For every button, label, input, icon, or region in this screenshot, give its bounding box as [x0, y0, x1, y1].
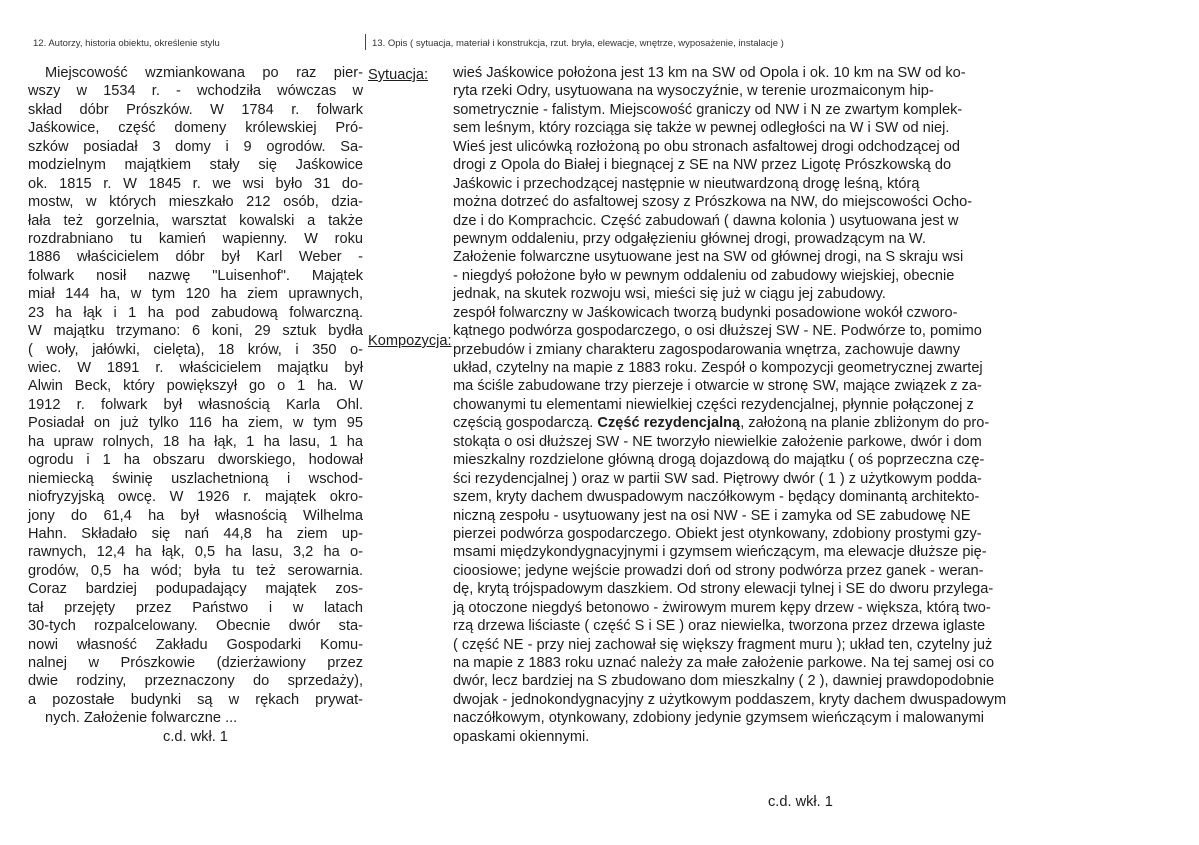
- composition-line: przebudów i zmiany charakteru zagospodarowania wnętrza, zachowuje dawny: [453, 341, 961, 358]
- history-line: niemiecką świnię uszlachetnioną i wschod-: [28, 470, 363, 487]
- history-text-column: [28, 64, 363, 746]
- composition-label: Kompozycja:: [368, 333, 452, 349]
- history-line: Hahn. Składało się nań 44,8 ha ziem up-: [28, 525, 363, 542]
- history-line: rozdrabniano tu kamień wapienny. W roku: [28, 230, 363, 247]
- situation-line: - niegdyś położone było w pewnym oddaleniu od zabudowy wiejskiej, obecnie: [453, 267, 955, 284]
- composition-text: , założoną na planie zbliżonym do pro-: [740, 415, 990, 432]
- composition-line: dę, krytą trójspadowym daszkiem. Od strony elewacji tylnej i SE do dworu przylega-: [453, 581, 994, 598]
- history-line: rawnych, 12,4 ha łąk, 0,5 ha lasu, 3,2 ha o-: [28, 544, 363, 561]
- situation-line: sometrycznie - falistym. Miejscowość graniczy od NW i N ze zwartym komplek-: [453, 101, 963, 118]
- situation-line: Wieś jest ulicówką rozłożoną po obu stronach asfaltowej drogi odchodzącej od: [453, 138, 961, 155]
- continued-note: c.d. wkł. 1: [163, 728, 228, 745]
- history-line: mostw, w których mieszkało 212 osób, dzia-: [28, 194, 363, 211]
- situation-line: ryta rzeki Odry, usytuowana na wysoczyźnie, w terenie urozmaiconym hip-: [453, 83, 934, 100]
- history-line: W majątku trzymano: 6 koni, 29 sztuk bydła: [28, 323, 363, 340]
- history-line: nych. Założenie folwarczne ...: [45, 710, 238, 727]
- history-line: dwie rodziny, przeznaczony do sprzedaży),: [28, 673, 363, 690]
- situation-line: drogi z Opola do Białej i biegnącej z SE na NW przez Ligotę Prószkowską do: [453, 157, 952, 174]
- situation-label: Sytuacja:: [368, 67, 429, 83]
- history-line: wszy w 1534 r. - wchodziła wówczas w: [28, 83, 363, 100]
- history-line: 23 ha łąk i 1 ha pod zabudową folwarczną.: [28, 304, 363, 321]
- history-line: nalnej w Prószkowie (dzierżawiony przez: [28, 655, 363, 671]
- residential-part-emphasis: Część rezydencjalną: [597, 415, 741, 432]
- composition-line: ści rezydencjalnej ) oraz w partii SW sad. Piętrowy dwór ( 1 ) z użytkowym podda-: [453, 470, 982, 487]
- history-line: miał 144 ha, w tym 120 ha ziem uprawnych,: [28, 286, 363, 303]
- history-line: folwark nosił nazwę "Luisenhof". Majątek: [28, 267, 363, 284]
- composition-line: ją otoczone niegdyś betonowo - żwirowym murem kępy drzew - większa, którą two-: [453, 599, 991, 616]
- history-line: wiec. W 1891 r. właścicielem majątku był: [28, 360, 363, 376]
- history-line: a pozostałe budynki są w rękach prywat-: [28, 691, 363, 708]
- history-line: łała też gorzelnia, warsztat kowalski a także: [28, 212, 363, 229]
- composition-line: szem, kryty dachem dwuspadowym naczółkowym - będący dominantą architekto-: [453, 489, 980, 506]
- composition-line: msami międzykondygnacyjnymi i gzymsem wieńczącym, ma elewacje dłuższe pię-: [453, 544, 987, 561]
- history-line: Coraz bardziej podupadający majątek zos-: [28, 581, 363, 598]
- composition-line: kątnego podwórza gospodarczego, o osi dłuższej SW - NE. Podwórze to, pomimo: [453, 323, 982, 340]
- composition-line: ma ściśle zabudowane trzy pierzeje i otwarcie w stronę SW, mające związek z za-: [453, 378, 982, 395]
- history-line: tał przejęty przez Państwo i w latach: [28, 599, 363, 616]
- composition-line: układ, czytelny na mapie z 1883 roku. Zespół o kompozycji geometrycznej zwartej: [453, 360, 983, 376]
- situation-line: dze i do Komprachcic. Część zabudowań ( dawna kolonia ) usytuowana jest w: [453, 212, 959, 229]
- situation-line: Jaśkowic i przechodzącej następnie w nieutwardzoną drogę leśną, którą: [453, 175, 920, 192]
- history-line: Miejscowość wzmiankowana po raz pier-: [45, 65, 363, 81]
- history-line: skład dóbr Prószków. W 1784 r. folwark: [28, 101, 363, 118]
- history-line: nowi własność Zakładu Gospodarki Komu-: [28, 636, 363, 653]
- composition-line: mieszkalny rozdzielone główną drogą dojazdową do majątku ( oś poprzeczna czę-: [453, 452, 985, 469]
- situation-line: jednak, na skutek rozwoju wsi, mieści się już w ciągu jej zabudowy.: [453, 286, 886, 303]
- composition-line: stokąta o osi dłuższej SW - NE tworzyło niewielkie założenie parkowe, dwór i dom: [453, 433, 982, 450]
- composition-line: [368, 414, 1168, 432]
- history-line: Posiadał on już tylko 116 ha ziem, w tym 95: [28, 415, 363, 432]
- situation-line: wieś Jaśkowice położona jest 13 km na SW od Opola i ok. 10 km na SW od ko-: [453, 65, 966, 81]
- history-line: modzielnym majątkiem stały się Jaśkowice: [28, 157, 363, 174]
- history-line: 30-tych rozpalcelowany. Obecnie dwór sta-: [28, 618, 363, 635]
- column-divider: [365, 34, 366, 50]
- history-line: grodów, 0,5 ha wód; była tu też serowarnia.: [28, 562, 363, 579]
- composition-line: zespół folwarczny w Jaśkowicach tworzą budynki posadowione wokół czworo-: [453, 304, 958, 321]
- history-line: ( woły, jałówki, cielęta), 18 krów, i 350 o-: [28, 341, 363, 358]
- composition-line: pierzei podwórza gospodarczego. Obiekt jest otynkowany, zdobiony prostymi gzy-: [453, 525, 982, 542]
- composition-text: częścią gospodarczą.: [453, 415, 598, 432]
- history-line: 1886 właścicielem dóbr był Karl Weber -: [28, 249, 363, 266]
- composition-line: na mapie z 1883 roku uznać należy za małe założenie parkowe. Na tej samej osi co: [453, 655, 995, 671]
- situation-line: można dotrzeć do asfaltowej szosy z Prószkowa na NW, do miejscowości Ocho-: [453, 194, 973, 211]
- situation-line: Założenie folwarczne usytuowane jest na SW od głównej drogi, na S skraju wsi: [453, 249, 964, 266]
- composition-line: opaskami okiennymi.: [453, 728, 590, 745]
- history-line: jony do 61,4 ha był własnością Wilhelma: [28, 507, 363, 524]
- situation-line: sem leśnym, który rozciąga się także w pewnej odległości na W i SW od niej.: [453, 120, 950, 137]
- composition-line: niczną zespołu - usytuowany jest na osi NW - SE i zamyka od SE zabudowę NE: [453, 507, 971, 524]
- history-line: niofryzyjską owcę. W 1926 r. majątek okro-: [28, 489, 363, 506]
- situation-line: pewnym oddaleniu, przy odgałęzieniu głównej drogi, prowadzącym na W.: [453, 230, 926, 247]
- continued-note: c.d. wkł. 1: [768, 794, 833, 810]
- composition-line: rzą drzewa liściaste ( część S i SE ) oraz niewielka, tworzona przez drzewa iglaste: [453, 618, 986, 635]
- composition-line: ( część NE - przy niej zachował się większy fragment muru ); układ ten, czytelny już: [453, 636, 993, 653]
- history-line: 1912 r. folwark był własnością Karla Ohl.: [28, 396, 363, 413]
- section-13-header: 13. Opis ( sytuacja, materiał i konstrukcja, rzut. bryła, elewacje, wnętrze, wyposażenie, instalacje ): [372, 38, 784, 49]
- section-12-header: 12. Autorzy, historia obiektu, określenie stylu: [33, 38, 220, 49]
- composition-line: naczółkowym, otynkowany, zdobiony jedynie gzymsem wieńczącym i malowanymi: [453, 710, 984, 727]
- history-line: Jaśkowice, część domeny królewskiej Pró-: [28, 120, 363, 137]
- history-line: szków posiadał 3 domy i 9 ogrodów. Sa-: [28, 138, 363, 155]
- history-line: ogrodu i 1 ha obszaru dworskiego, hodował: [28, 452, 363, 469]
- history-line: ha upraw rolnych, 18 ha łąk, 1 ha lasu, 1 ha: [28, 433, 363, 450]
- composition-line: cioosiowe; jedyne wejście prowadzi doń od strony podwórza przez ganek - weran-: [453, 562, 984, 579]
- description-text-column: [368, 64, 1168, 746]
- history-line: ok. 1815 r. W 1845 r. we wsi było 31 do-: [28, 175, 363, 192]
- history-line: Alwin Beck, który powiększył go o 1 ha. W: [28, 378, 363, 395]
- composition-line: dwór, lecz bardziej na S zbudowano dom mieszkalny ( 2 ), dawniej prawdopodobnie: [453, 673, 995, 690]
- composition-line: chowanymi tu elementami niewielkiej części rezydencjalnej, płynnie połączonej z: [453, 396, 974, 413]
- composition-line: dwojak - jednokondygnacyjny z użytkowym poddaszem, kryty dachem dwuspadowym: [453, 691, 1007, 708]
